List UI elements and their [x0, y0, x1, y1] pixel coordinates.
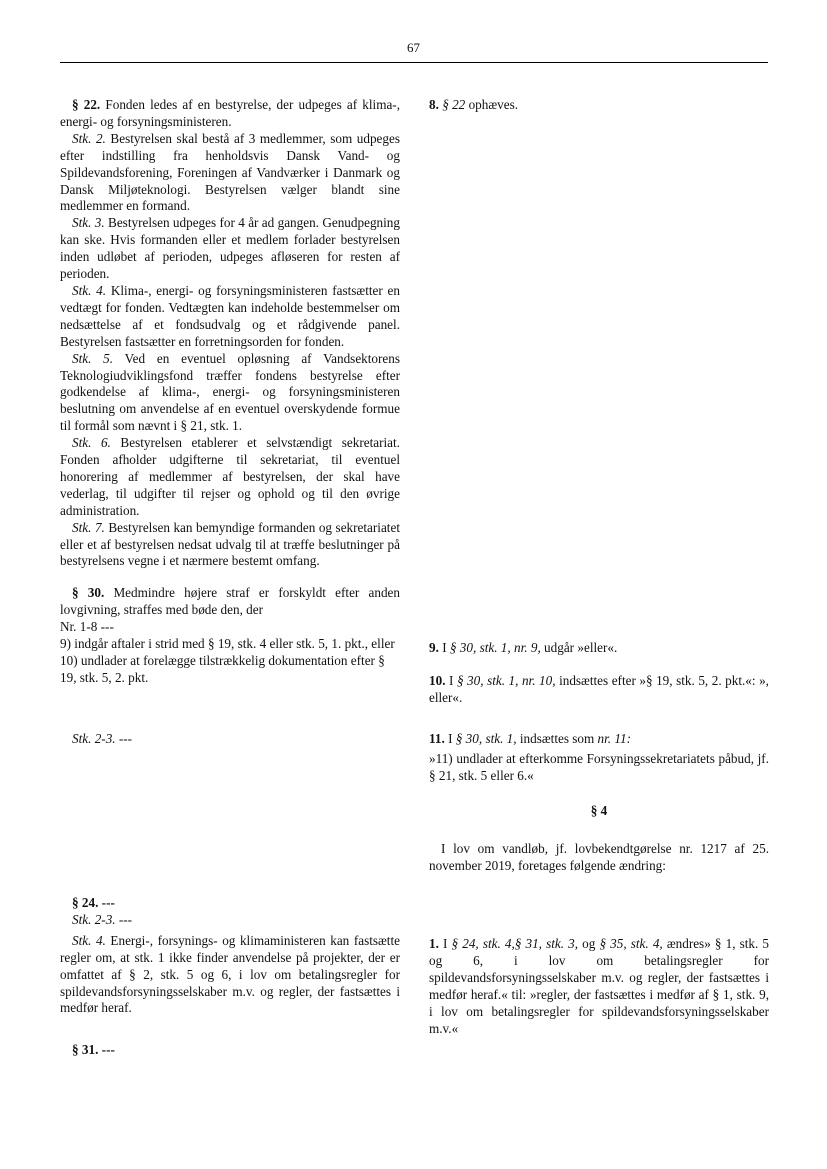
para-22-stk5 — [60, 351, 400, 436]
para-22-stk6 — [60, 435, 400, 520]
para-30-nr10: 10) undlader at forelægge tilstrækkelig dokumentation efter § 19, stk. 5, 2. pkt. — [60, 652, 385, 685]
stk-label: Stk. 4. — [72, 932, 106, 948]
item-11-number: 11. — [429, 731, 445, 746]
section-31-number: § 31. --- — [72, 1042, 115, 1057]
amendment-item-1 — [429, 936, 769, 1037]
item-11-quote: »11) undlader at efterkomme Forsyningssekretariatets påbud, jf. § 21, stk. 5 eller 6.« — [429, 750, 769, 783]
amendment-item-11 — [429, 731, 769, 785]
stk-label: Stk. 2. — [72, 130, 106, 146]
para-text: Bestyrelsen udpeges for 4 år ad gangen. Genudpegning kan ske. Hvis formanden eller et medlem forlader bestyrelsen inden udløbet af perioden, udpeges afløseren for resten af perioden. — [60, 215, 400, 282]
item-11-mid: indsættes som — [516, 731, 598, 746]
item-9-body: udgår »eller«. — [540, 640, 618, 655]
section-4-intro-block — [429, 841, 769, 875]
para-22-stk1 — [60, 97, 400, 131]
para-22-stk3 — [60, 215, 400, 283]
item-11-ref: § 30, stk. 1, — [455, 731, 517, 746]
amendment-item-9 — [429, 640, 769, 657]
para-text: Bestyrelsen skal bestå af 3 medlemmer, som udpeges efter indstilling fra henholdsvis Dansk Vand- og Spildevandsforening, Foreningen af Vandværker i Danmark og Dansk Miljøteknologi. Bestyrelsen vælger blandt sine medlemmer en formand. — [60, 130, 400, 214]
para-text: Bestyrelsen etablerer et selvstændigt sekretariat. Fonden afholder udgifterne til sekretariat, til eventuel honorering af medlemmer af bestyrelsen, der skal have vederlag, til udgifter til rejser og ophold og til den øvrige administration. — [60, 435, 400, 518]
item-1-og: og — [578, 936, 600, 951]
item-1-ref2: § 35, stk. 4, — [599, 936, 663, 951]
amendment-item-10 — [429, 673, 769, 707]
item-10-body: indsættes efter »§ 19, stk. 5, 2. pkt.«: », eller«. — [429, 673, 769, 705]
stk-label: Stk. 5. — [72, 350, 114, 366]
para-30-nr9: 9) indgår aftaler i strid med § 19, stk. 4 eller stk. 5, 1. pkt., eller — [60, 635, 395, 651]
item-8-ref: § 22 — [442, 97, 466, 112]
section-22-current — [60, 97, 400, 570]
para-text: Bestyrelsen kan bemyndige formanden og sekretariatet eller et af bestyrelsen nedsat udvalg til at træffe beslutninger på bestyrelsens vegne i et nærmere bestemt omfang. — [60, 519, 400, 569]
item-10-ref: § 30, stk. 1, nr. 10, — [456, 673, 556, 688]
item-8-number: 8. — [429, 97, 439, 112]
item-9-ref: § 30, stk. 1, nr. 9, — [449, 640, 541, 655]
item-1-ref: § 24, stk. 4,§ 31, stk. 3, — [451, 936, 579, 951]
section-24-current — [60, 895, 400, 1017]
para-text: Ved en eventuel opløsning af Vandsektorens Teknologiudviklingsfond træffer fondens bestyrelse efter godkendelse af klima-, energi- og forsyningsministeren beslutning om anvendelse af en eventuel overskydende formue til formål som nævnt i § 21, stk. 1. — [60, 350, 400, 434]
item-1-pre: I — [438, 936, 452, 951]
item-8-body: ophæves. — [465, 97, 519, 112]
item-11-ref2: nr. 11: — [597, 731, 632, 746]
item-1-body: ændres» § 1, stk. 5 og 6, i lov om betalingsregler for spildevandsforsyningsselskaber m.v. og regler, der fastsættes i medfør heraf.« til: »regler, der fastsættes i medfør af § 1, stk. 9, i lov om betalingsregler for spildevandsforsyningsselskaber m.v.« — [429, 936, 770, 1036]
stk-label: Stk. 3. — [72, 215, 105, 231]
para-22-stk4 — [60, 283, 400, 351]
item-9-text — [429, 640, 769, 657]
item-9-number: 9. — [429, 640, 439, 655]
para-text: Medmindre højere straf er forskyldt efter anden lovgivning, straffes med bøde den, der — [60, 585, 400, 617]
item-1-text — [429, 936, 769, 1037]
stk-label: Stk. 6. — [72, 435, 111, 451]
section-4-heading: § 4 — [590, 803, 608, 818]
section-24-number: § 24. --- — [72, 895, 115, 910]
para-22-stk7 — [60, 520, 400, 571]
section-30-stk2-3 — [60, 731, 400, 748]
section-4-heading-block — [429, 803, 769, 820]
stk-label: Stk. 4. — [72, 282, 107, 298]
amendment-item-8 — [429, 97, 769, 114]
stk-label: Stk. 7. — [72, 519, 105, 535]
item-9-pre: I — [438, 640, 450, 655]
item-8-text — [429, 97, 769, 114]
item-11-text — [429, 731, 769, 748]
para-24-stk4 — [60, 933, 400, 1018]
header-rule — [60, 62, 768, 63]
para-30-stk2-3: Stk. 2-3. --- — [72, 731, 133, 746]
section-31-current — [60, 1042, 400, 1059]
para-24-stk2-3: Stk. 2-3. --- — [72, 911, 133, 927]
para-30-stk1 — [60, 585, 400, 619]
section-30-number: § 30. — [72, 585, 105, 600]
section-22-number: § 22. — [72, 97, 101, 112]
page-number: 67 — [407, 40, 420, 55]
para-22-stk2 — [60, 131, 400, 216]
section-4-intro: I lov om vandløb, jf. lovbekendtgørelse nr. 1217 af 25. november 2019, foretages følgende ændring: — [429, 841, 769, 873]
item-10-pre: I — [445, 673, 457, 688]
para-text: Klima-, energi- og forsyningsministeren fastsætter en vedtægt for fonden. Vedtægten kan indeholde bestemmelser om nedsættelse af et fondsudvalg og et rådgivende panel. Bestyrelsen fastsætter en forretningsorden for fonden. — [60, 282, 400, 349]
item-11-pre: I — [444, 731, 456, 746]
para-22-stk1-text: Fonden ledes af en bestyrelse, der udpeges af klima-, energi- og forsyningsministeren. — [60, 97, 400, 129]
para-text: Energi-, forsynings- og klimaministeren kan fastsætte regler om, at stk. 1 ikke finder anvendelse på projekter, der er omfattet af § 2, stk. 5 og 6, i lov om betalingsregler for spildevandsforsyningsselskaber m.v. og regler, der fastsættes i medfør heraf. — [60, 932, 400, 1016]
section-30-current — [60, 585, 400, 686]
item-1-number: 1. — [429, 936, 439, 951]
item-10-number: 10. — [429, 673, 446, 688]
item-10-text — [429, 673, 769, 707]
para-30-nr1-8: Nr. 1-8 --- — [60, 618, 114, 634]
